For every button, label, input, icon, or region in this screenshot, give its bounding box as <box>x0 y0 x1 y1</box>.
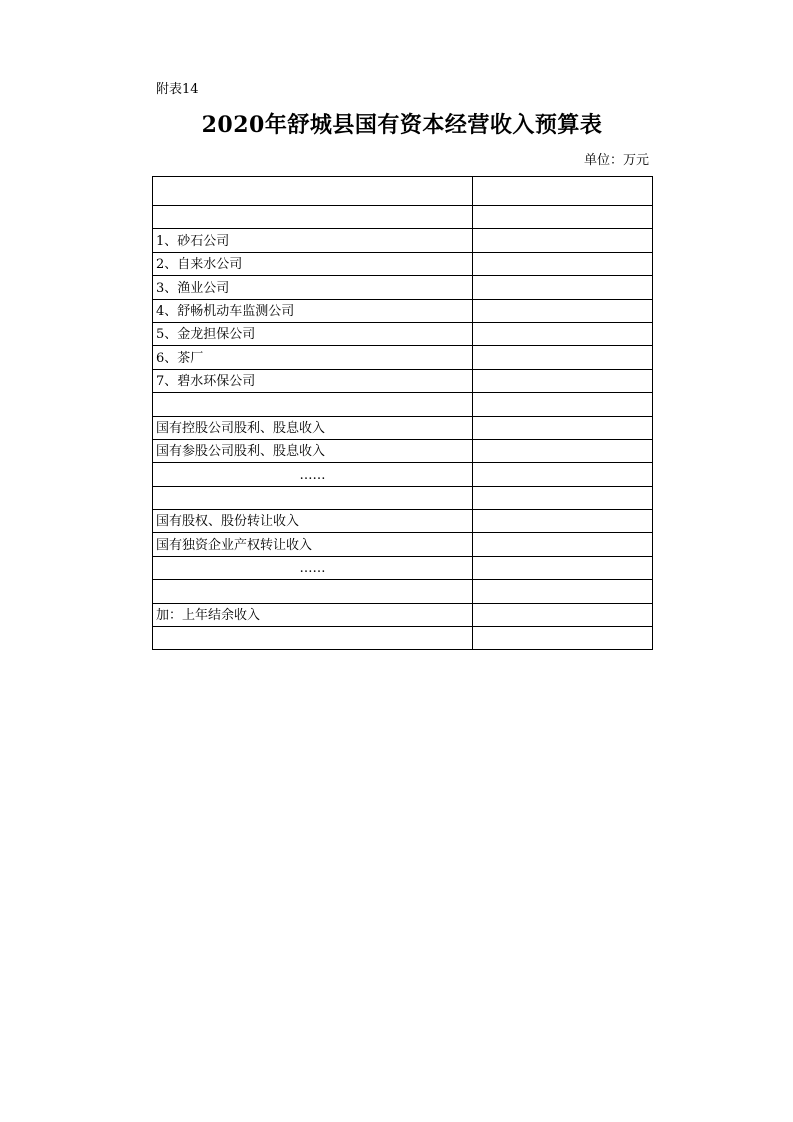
table-row <box>153 463 653 486</box>
row-label-cell <box>153 393 473 416</box>
row-value-cell <box>473 580 653 603</box>
table-row <box>153 369 653 392</box>
row-label-cell <box>153 627 473 650</box>
row-value-cell <box>473 177 653 206</box>
row-label-cell: 4、舒畅机动车监测公司 <box>153 299 473 322</box>
row-label-cell <box>153 206 473 229</box>
table-row <box>153 627 653 650</box>
table-row <box>153 177 653 206</box>
page-title: 2020年舒城县国有资本经营收入预算表 <box>201 112 603 138</box>
row-label-cell: …… <box>153 463 473 486</box>
table-row <box>153 322 653 345</box>
row-label-cell: 1、砂石公司 <box>153 229 473 252</box>
table-row <box>153 580 653 603</box>
row-value-cell <box>473 252 653 275</box>
table-row <box>153 486 653 509</box>
table-row <box>153 206 653 229</box>
row-value-cell <box>473 416 653 439</box>
row-value-cell <box>473 603 653 626</box>
row-label-cell <box>153 177 473 206</box>
table-row <box>153 439 653 462</box>
table-row <box>153 533 653 556</box>
budget-table-body <box>153 177 653 650</box>
row-value-cell <box>473 299 653 322</box>
annex-label: 附表14 <box>156 82 199 97</box>
table-row <box>153 276 653 299</box>
table-row <box>153 393 653 416</box>
table-row <box>153 252 653 275</box>
row-label-cell: 国有独资企业产权转让收入 <box>153 533 473 556</box>
table-row <box>153 556 653 579</box>
row-label-cell: 3、渔业公司 <box>153 276 473 299</box>
row-label-cell: 国有控股公司股利、股息收入 <box>153 416 473 439</box>
budget-table <box>152 176 653 650</box>
row-label-cell <box>153 486 473 509</box>
row-value-cell <box>473 229 653 252</box>
table-row <box>153 510 653 533</box>
row-value-cell <box>473 533 653 556</box>
row-value-cell <box>473 322 653 345</box>
unit-note: 单位：万元 <box>583 153 649 168</box>
row-label-cell: 国有参股公司股利、股息收入 <box>153 439 473 462</box>
row-value-cell <box>473 556 653 579</box>
row-value-cell <box>473 510 653 533</box>
row-value-cell <box>473 463 653 486</box>
table-row <box>153 229 653 252</box>
row-value-cell <box>473 276 653 299</box>
row-value-cell <box>473 439 653 462</box>
row-value-cell <box>473 627 653 650</box>
table-row <box>153 299 653 322</box>
table-row <box>153 346 653 369</box>
row-label-cell: 6、茶厂 <box>153 346 473 369</box>
row-label-cell: 加：上年结余收入 <box>153 603 473 626</box>
row-value-cell <box>473 206 653 229</box>
table-row <box>153 603 653 626</box>
row-label-cell: 2、自来水公司 <box>153 252 473 275</box>
row-label-cell: 5、金龙担保公司 <box>153 322 473 345</box>
row-value-cell <box>473 346 653 369</box>
row-label-cell: …… <box>153 556 473 579</box>
table-row <box>153 416 653 439</box>
row-value-cell <box>473 369 653 392</box>
row-label-cell <box>153 580 473 603</box>
row-label-cell: 国有股权、股份转让收入 <box>153 510 473 533</box>
row-value-cell <box>473 393 653 416</box>
row-value-cell <box>473 486 653 509</box>
row-label-cell: 7、碧水环保公司 <box>153 369 473 392</box>
